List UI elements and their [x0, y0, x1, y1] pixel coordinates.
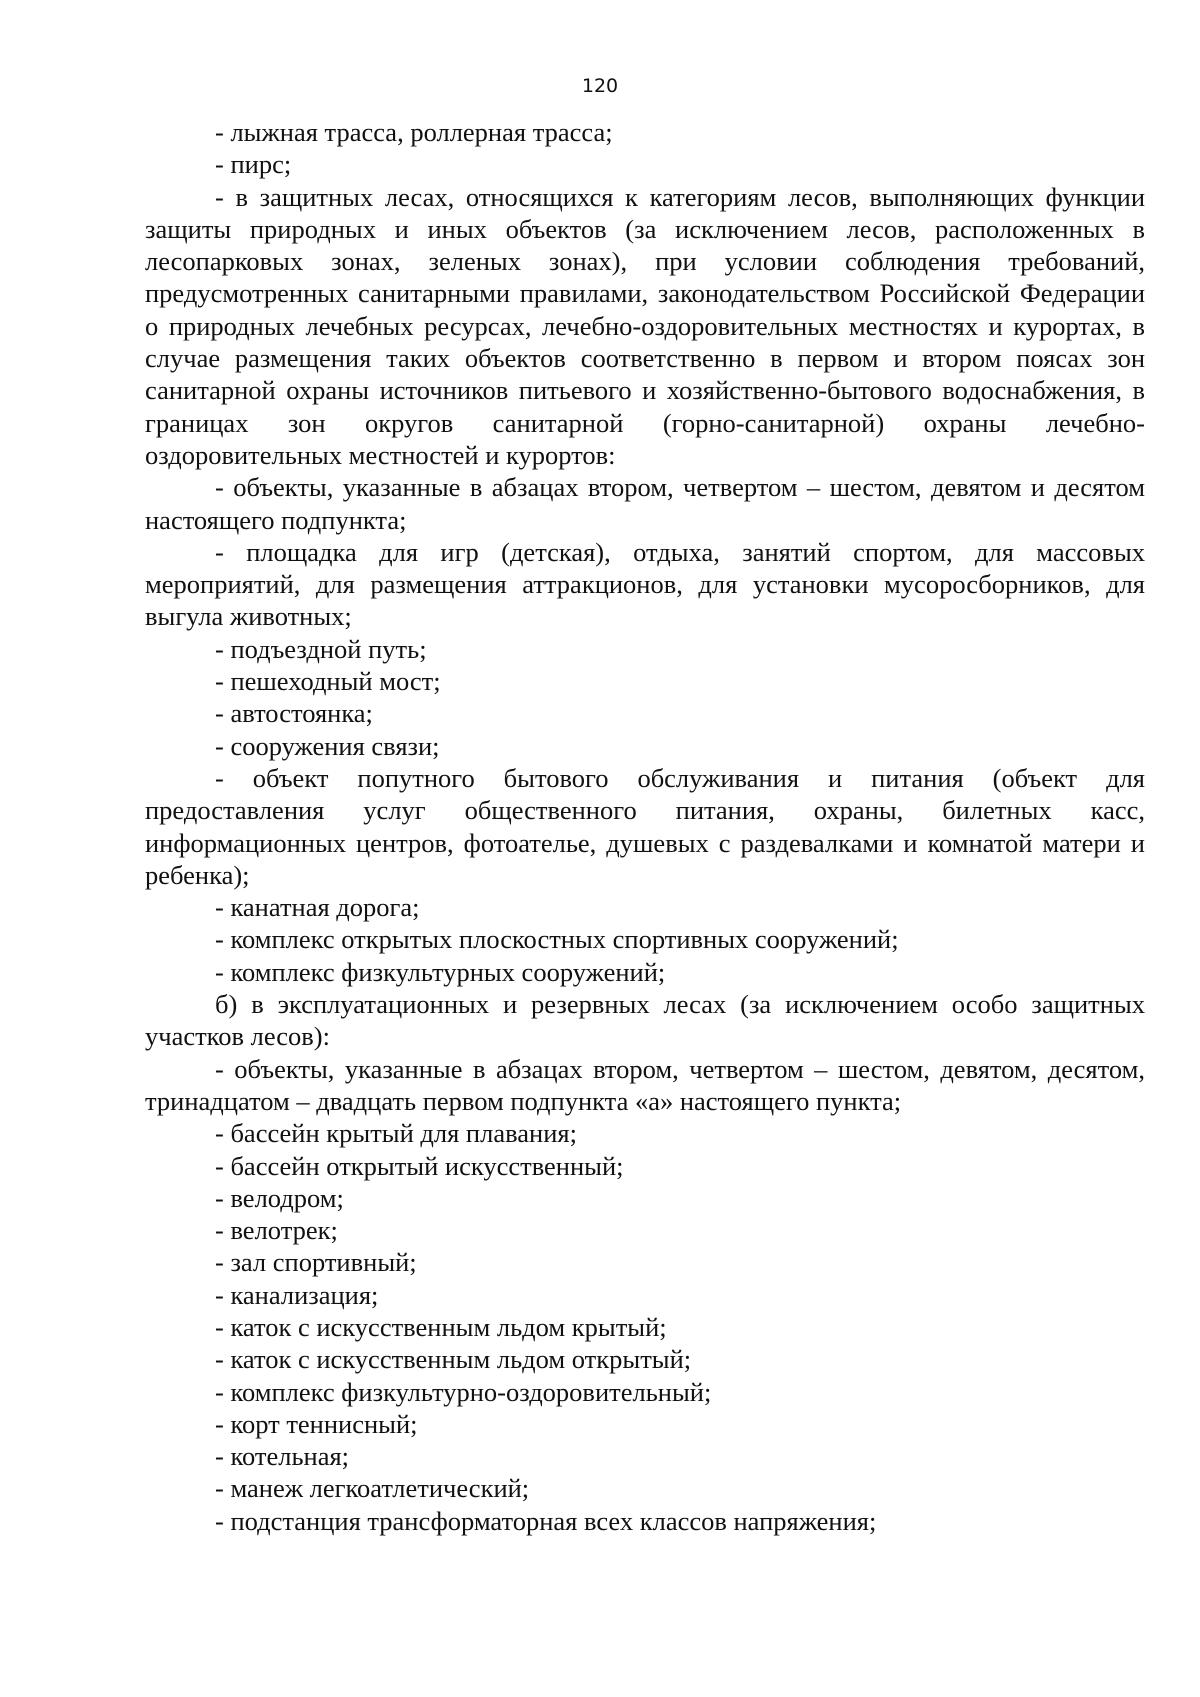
- paragraph: - сооружения связи;: [215, 730, 440, 761]
- paragraph: - корт теннисный;: [215, 1408, 418, 1439]
- paragraph: - площадка для игр (детская), отдыха, занятий спортом, для массовых мероприятий, для размещения аттракционов, для установки мусоросборников, для выгула животных;: [145, 536, 1145, 632]
- page-number: 120: [581, 75, 619, 97]
- body-text: [145, 116, 1145, 1537]
- paragraph: - автостоянка;: [215, 698, 373, 729]
- paragraph: - канализация;: [215, 1279, 379, 1310]
- paragraph: - лыжная трасса, роллерная трасса;: [215, 117, 613, 147]
- paragraph: - комплекс открытых плоскостных спортивных сооружений;: [215, 924, 899, 955]
- paragraph: - пирс;: [215, 149, 292, 180]
- paragraph: - бассейн открытый искусственный;: [215, 1150, 624, 1181]
- paragraph: - бассейн крытый для плавания;: [215, 1118, 577, 1149]
- paragraph: - канатная дорога;: [215, 892, 420, 923]
- paragraph: - подъездной путь;: [215, 633, 427, 664]
- paragraph: - подстанция трансформаторная всех классов напряжения;: [215, 1505, 877, 1536]
- paragraph: - котельная;: [215, 1441, 350, 1472]
- paragraph: - комплекс физкультурных сооружений;: [215, 956, 666, 987]
- paragraph: - в защитных лесах, относящихся к категориям лесов, выполняющих функции защиты природных и иных объектов (за исключением лесов, расположенных в лесопарковых зонах, зеленых зонах), при условии соблюдения требований, предусмотренных санитарными правилами, законодательством Российской Федерации о природных лечебных ресурсах, лечебно-оздоровительных местностях и курортах, в случае размещения таких объектов соответственно в первом и втором поясах зон санитарной охраны источников питьевого и хозяйственно-бытового водоснабжения, в границах зон округов санитарной (горно-санитарной) охраны лечебно-оздоровительных местностей и курортов:: [145, 181, 1145, 470]
- paragraph: - зал спортивный;: [215, 1247, 417, 1278]
- paragraph: - каток с искусственным льдом открытый;: [215, 1344, 692, 1375]
- paragraph: - комплекс физкультурно-оздоровительный;: [215, 1376, 712, 1407]
- paragraph: - манеж легкоатлетический;: [215, 1473, 530, 1504]
- paragraph: - объект попутного бытового обслуживания и питания (объект для предоставления услуг общественного питания, охраны, билетных касс, информационных центров, фотоателье, душевых с раздевалками и комнатой матери и ребенка);: [145, 762, 1145, 890]
- paragraph: - объекты, указанные в абзацах втором, четвертом – шестом, девятом, десятом, тринадцатом – двадцать первом подпункта «а» настоящего пункта;: [145, 1053, 1145, 1116]
- paragraph: - каток с искусственным льдом крытый;: [215, 1311, 667, 1342]
- paragraph: - пешеходный мост;: [215, 666, 441, 697]
- paragraph: - велодром;: [215, 1182, 344, 1213]
- paragraph: - объекты, указанные в абзацах втором, четвертом – шестом, девятом и десятом настоящего подпункта;: [145, 472, 1145, 535]
- paragraph: б) в эксплуатационных и резервных лесах (за исключением особо защитных участков лесов):: [145, 989, 1145, 1052]
- paragraph: - велотрек;: [215, 1215, 338, 1246]
